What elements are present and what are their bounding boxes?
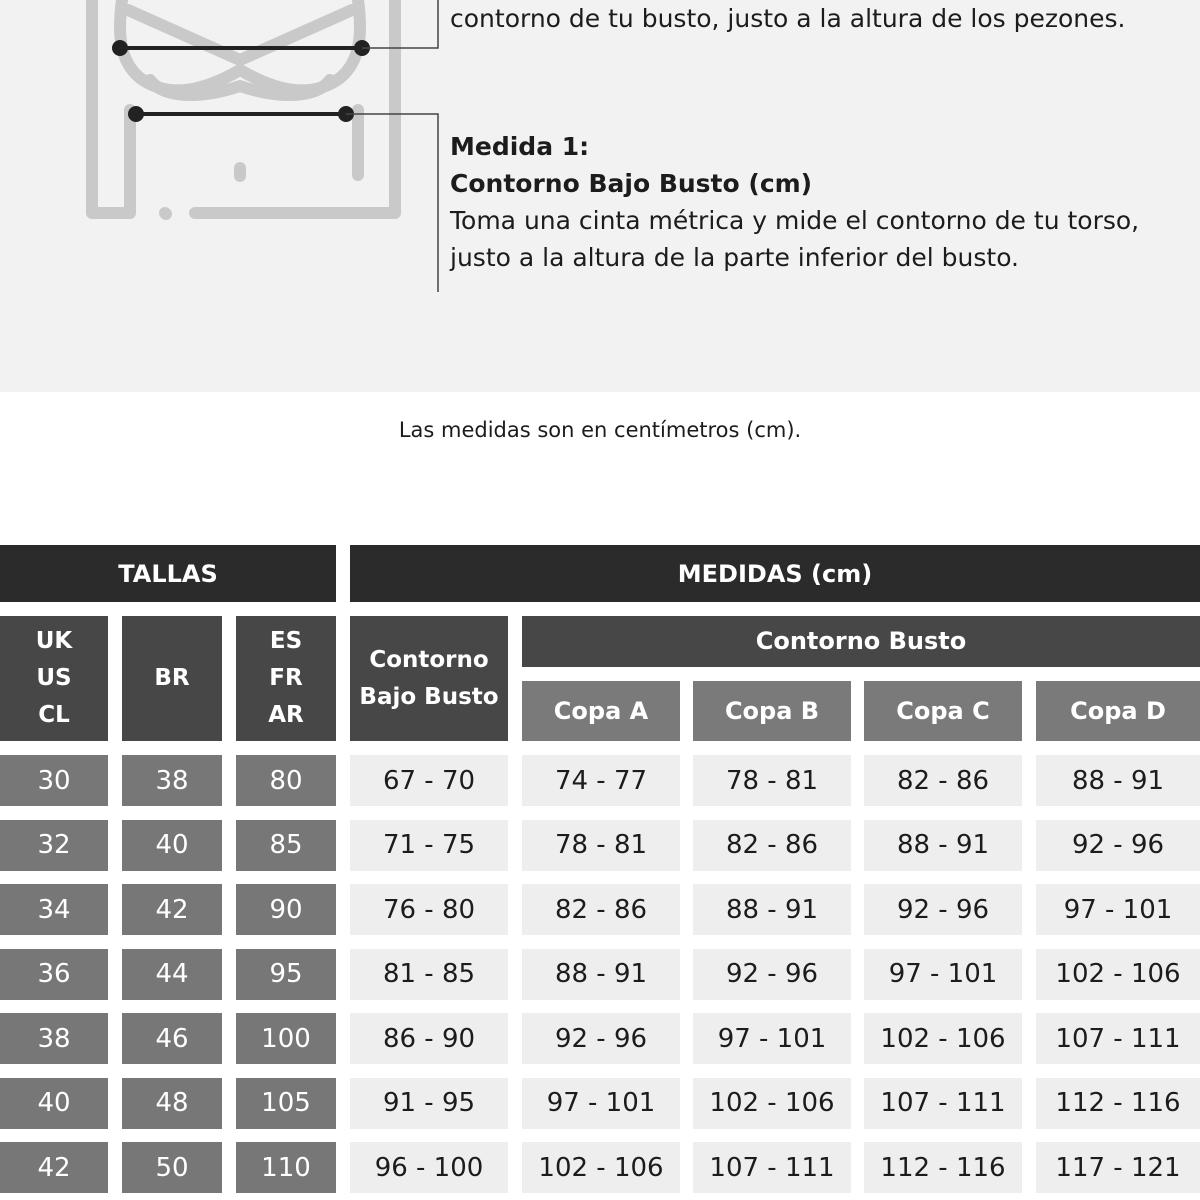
header-es: ES [269, 628, 303, 654]
cell-copa-c: 82 - 86 [864, 755, 1022, 806]
cell-es: 110 [236, 1142, 336, 1193]
header-us: US [36, 665, 72, 691]
measure2-description-tail: contorno de tu busto, justo a la altura de los pezones. [450, 4, 1126, 33]
cell-uk: 30 [0, 755, 108, 806]
cell-uk: 36 [0, 949, 108, 1000]
cell-uk: 34 [0, 884, 108, 935]
cell-copa-c: 97 - 101 [864, 949, 1022, 1000]
cell-br: 38 [122, 755, 222, 806]
cell-copa-d: 88 - 91 [1036, 755, 1200, 806]
cell-copa-a: 97 - 101 [522, 1078, 680, 1129]
cell-copa-d: 92 - 96 [1036, 820, 1200, 871]
header-contorno-bajo-busto [350, 616, 508, 741]
cell-uk: 32 [0, 820, 108, 871]
cell-copa-d: 107 - 111 [1036, 1013, 1200, 1064]
cell-copa-b: 92 - 96 [693, 949, 851, 1000]
header-copa-c: Copa C [864, 681, 1022, 741]
cell-br: 42 [122, 884, 222, 935]
measure2-text [450, 0, 1126, 37]
cell-copa-c: 102 - 106 [864, 1013, 1022, 1064]
cell-copa-c: 107 - 111 [864, 1078, 1022, 1129]
cell-es: 90 [236, 884, 336, 935]
measure1-description-line2: justo a la altura de la parte inferior del busto. [450, 243, 1020, 272]
cell-copa-b: 78 - 81 [693, 755, 851, 806]
cell-bajo-busto: 81 - 85 [350, 949, 508, 1000]
cell-es: 100 [236, 1013, 336, 1064]
cell-copa-d: 102 - 106 [1036, 949, 1200, 1000]
header-copa-d: Copa D [1036, 681, 1200, 741]
cell-copa-d: 112 - 116 [1036, 1078, 1200, 1129]
measure1-text [450, 128, 1139, 276]
header-ar: AR [268, 702, 304, 728]
header-es-fr-ar [236, 616, 336, 741]
header-fr: FR [269, 665, 303, 691]
header-medidas: MEDIDAS (cm) [350, 545, 1200, 602]
cell-copa-b: 97 - 101 [693, 1013, 851, 1064]
cell-copa-b: 82 - 86 [693, 820, 851, 871]
cell-copa-c: 88 - 91 [864, 820, 1022, 871]
cell-bajo-busto: 67 - 70 [350, 755, 508, 806]
cell-copa-a: 78 - 81 [522, 820, 680, 871]
cell-br: 46 [122, 1013, 222, 1064]
cell-copa-b: 107 - 111 [693, 1142, 851, 1193]
cell-bajo-busto: 91 - 95 [350, 1078, 508, 1129]
cell-copa-b: 88 - 91 [693, 884, 851, 935]
cell-bajo-busto: 76 - 80 [350, 884, 508, 935]
cell-es: 105 [236, 1078, 336, 1129]
header-contorno: Contorno [369, 646, 489, 673]
cell-br: 50 [122, 1142, 222, 1193]
cell-copa-c: 92 - 96 [864, 884, 1022, 935]
cell-es: 95 [236, 949, 336, 1000]
cell-br: 44 [122, 949, 222, 1000]
cell-copa-a: 102 - 106 [522, 1142, 680, 1193]
measure1-subtitle: Contorno Bajo Busto (cm) [450, 169, 813, 198]
cell-copa-a: 82 - 86 [522, 884, 680, 935]
header-contorno-busto: Contorno Busto [522, 616, 1200, 667]
cell-bajo-busto: 86 - 90 [350, 1013, 508, 1064]
header-uk: UK [35, 628, 73, 654]
cell-uk: 40 [0, 1078, 108, 1129]
cell-copa-a: 88 - 91 [522, 949, 680, 1000]
header-tallas: TALLAS [0, 545, 336, 602]
units-note: Las medidas son en centímetros (cm). [398, 418, 802, 442]
header-uk-us-cl [0, 616, 108, 741]
cell-uk: 42 [0, 1142, 108, 1193]
cell-bajo-busto: 96 - 100 [350, 1142, 508, 1193]
instructions-panel [0, 0, 1200, 392]
header-copa-a: Copa A [522, 681, 680, 741]
cell-br: 48 [122, 1078, 222, 1129]
header-copa-b: Copa B [693, 681, 851, 741]
cell-copa-d: 97 - 101 [1036, 884, 1200, 935]
cell-copa-b: 102 - 106 [693, 1078, 851, 1129]
measure1-title: Medida 1: [450, 132, 590, 161]
cell-es: 85 [236, 820, 336, 871]
cell-bajo-busto: 71 - 75 [350, 820, 508, 871]
cell-uk: 38 [0, 1013, 108, 1064]
header-br: BR [122, 616, 222, 741]
cell-copa-d: 117 - 121 [1036, 1142, 1200, 1193]
measure1-description-line1: Toma una cinta métrica y mide el contorno de tu torso, [450, 206, 1140, 235]
cell-br: 40 [122, 820, 222, 871]
torso-measurement-icon [0, 0, 440, 300]
header-bajo-busto: Bajo Busto [359, 683, 499, 710]
cell-copa-a: 74 - 77 [522, 755, 680, 806]
header-cl: CL [38, 702, 70, 728]
cell-copa-a: 92 - 96 [522, 1013, 680, 1064]
cell-copa-c: 112 - 116 [864, 1142, 1022, 1193]
cell-es: 80 [236, 755, 336, 806]
